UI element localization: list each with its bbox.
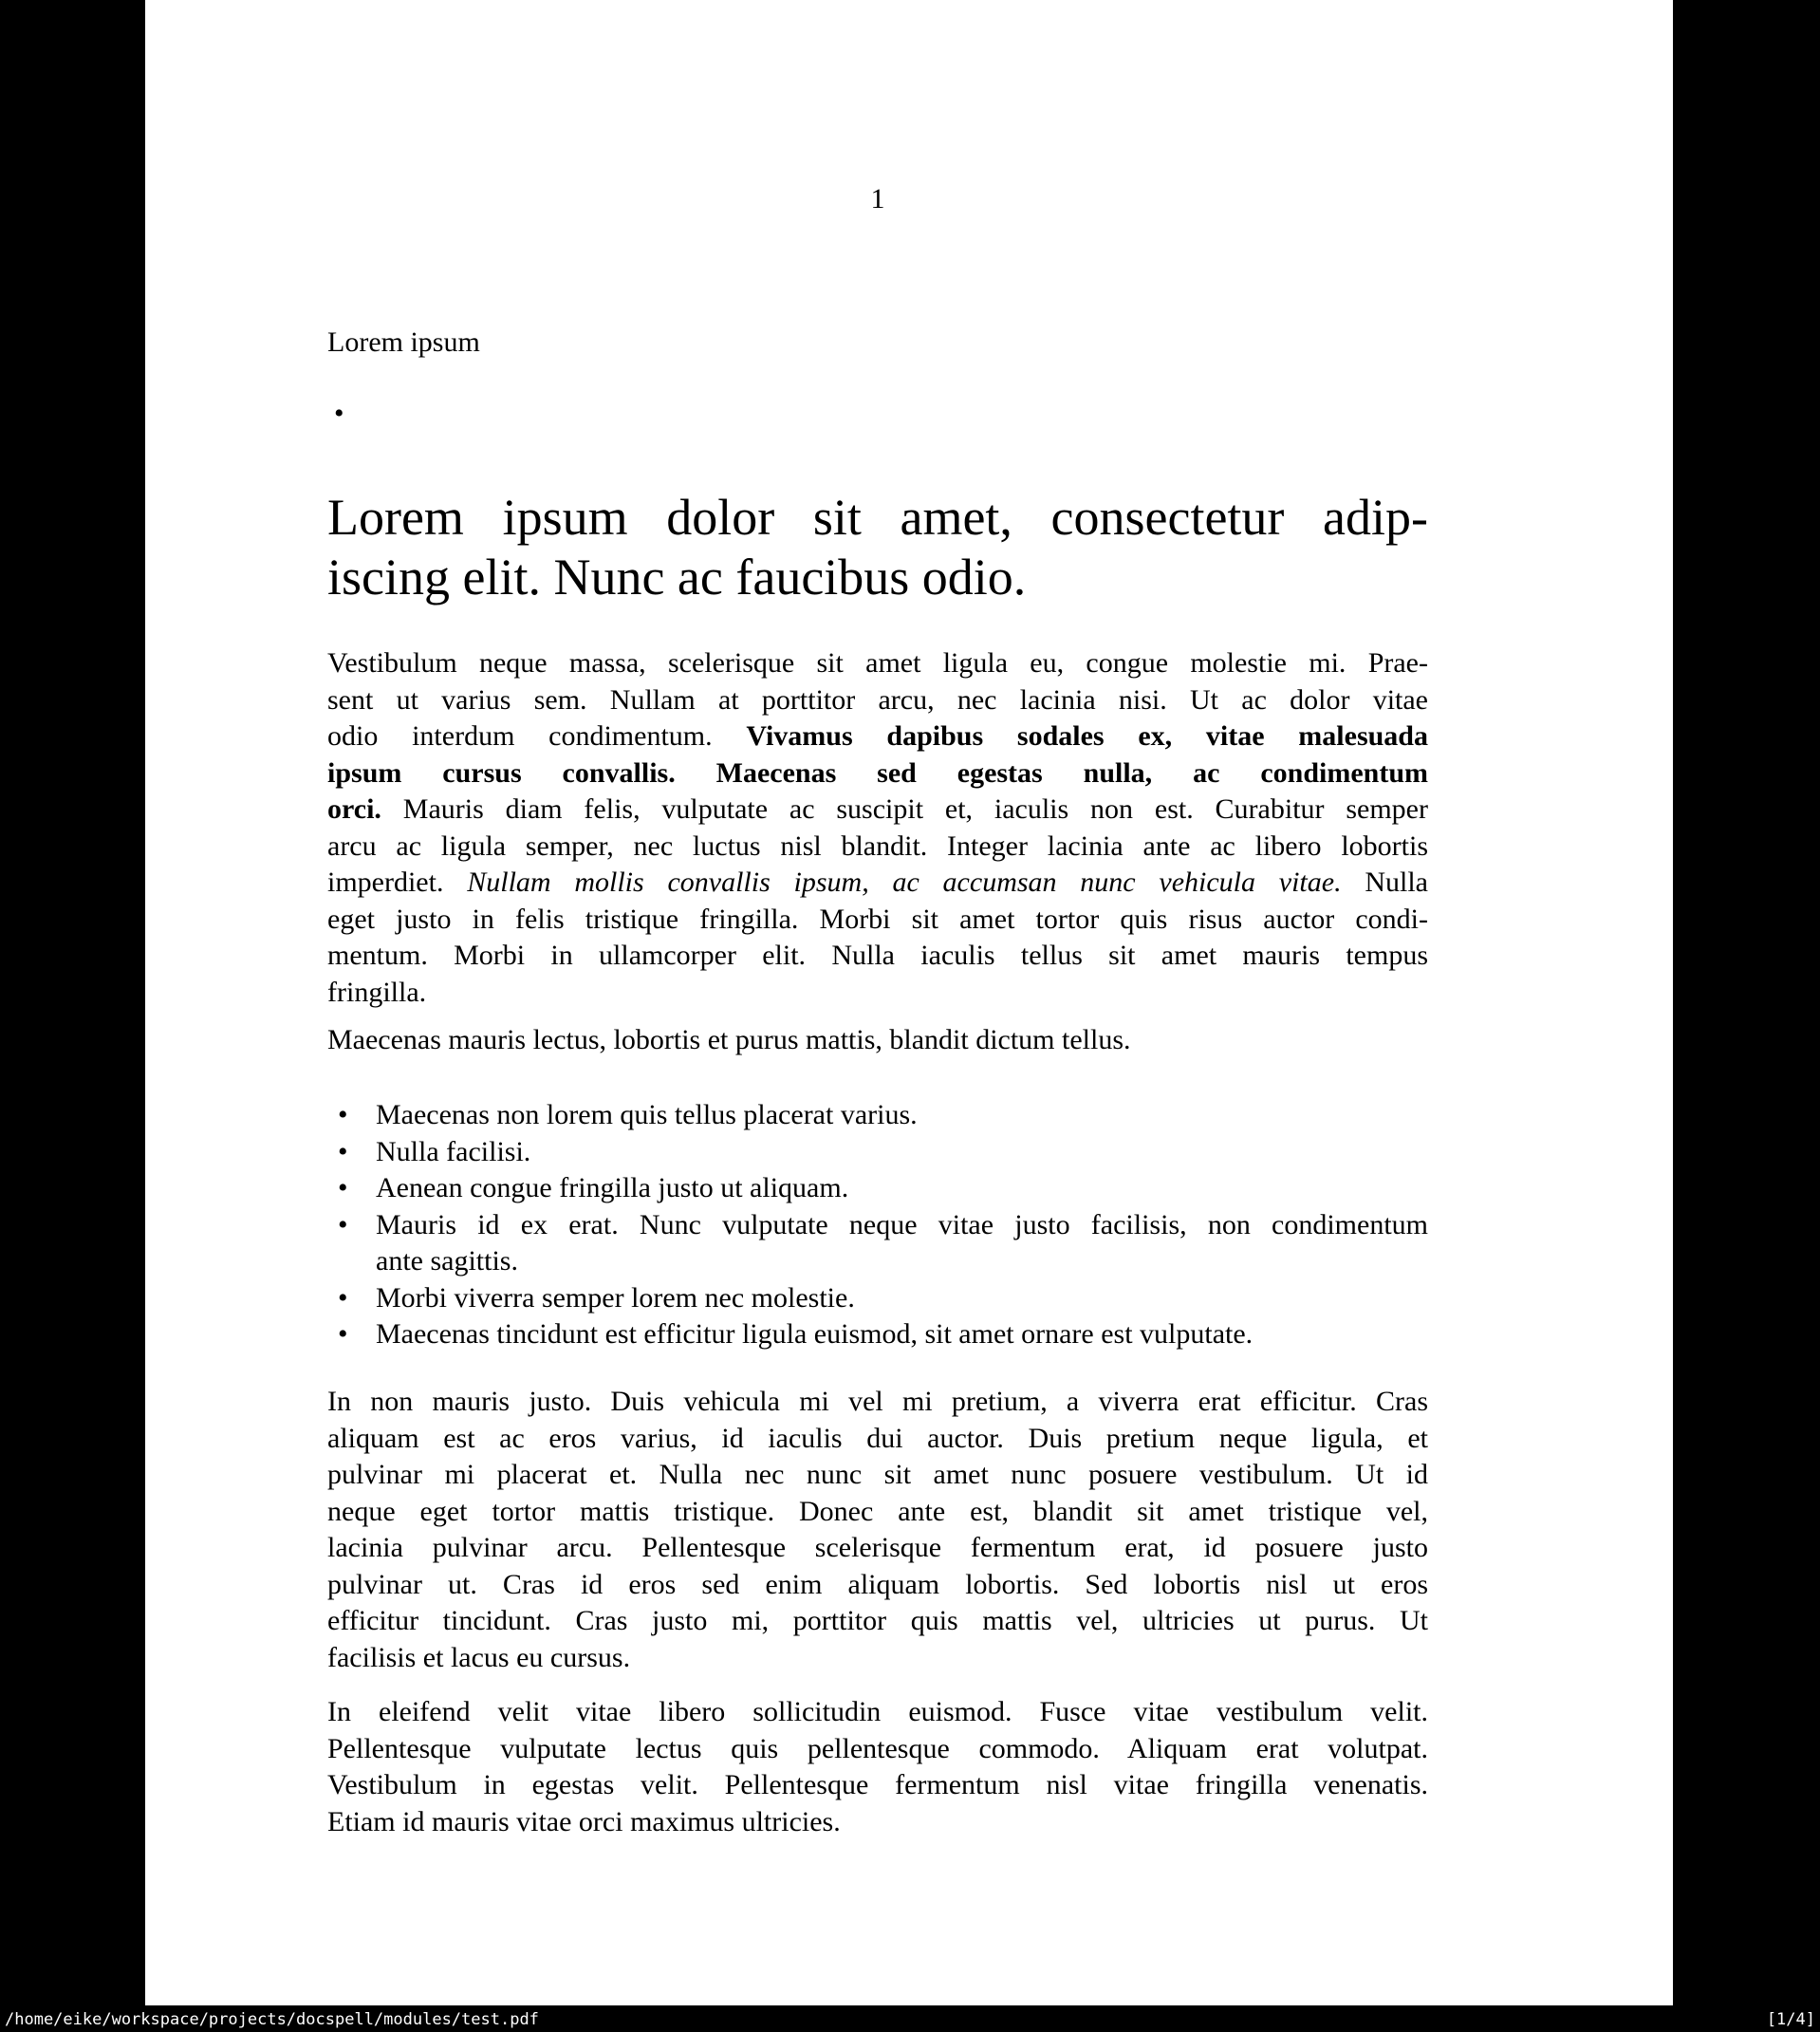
- body-paragraph-2: [327, 1022, 1428, 1059]
- text-line: ipsum cursus convallis. Maecenas sed egestas nulla, ac condimentum: [327, 756, 1428, 789]
- text-line: facilisis et lacus eu cursus.: [327, 1641, 631, 1673]
- list-item: [327, 1097, 1428, 1134]
- status-bar: [0, 2007, 1820, 2032]
- text-line: Pellentesque vulputate lectus quis pellentesque commodo. Aliquam erat volutpat.: [327, 1732, 1428, 1764]
- list-item: [327, 1280, 1428, 1317]
- text-line: Lorem ipsum dolor sit amet, consectetur adip-: [327, 489, 1428, 546]
- bullet-icon: •: [338, 1208, 348, 1240]
- text-line: In eleifend velit vitae libero sollicitudin euismod. Fusce vitae vestibulum velit.: [327, 1696, 1428, 1727]
- text-line: Maecenas non lorem quis tellus placerat varius.: [376, 1099, 918, 1130]
- text-line: Nulla facilisi.: [376, 1135, 531, 1167]
- bullet-icon: •: [338, 1318, 348, 1350]
- pdf-page[interactable]: [145, 0, 1673, 2005]
- bullet-icon: •: [338, 1135, 348, 1167]
- text-line: Maecenas mauris lectus, lobortis et purus mattis, blandit dictum tellus.: [327, 1024, 1131, 1055]
- text-line: pulvinar mi placerat et. Nulla nec nunc sit amet nunc posuere vestibulum. Ut id: [327, 1459, 1428, 1490]
- text-line: Morbi viverra semper lorem nec molestie.: [376, 1281, 855, 1314]
- text-line: lacinia pulvinar arcu. Pellentesque scelerisque fermentum erat, id posuere justo: [327, 1532, 1428, 1563]
- text-line: iscing elit. Nunc ac faucibus odio.: [327, 549, 1027, 606]
- bullet-icon: •: [338, 1099, 348, 1130]
- bullet-icon: •: [334, 398, 344, 429]
- text-line: eget justo in felis tristique fringilla. Morbi sit amet tortor quis risus auctor condi-: [327, 903, 1428, 935]
- page-number: 1: [870, 183, 885, 214]
- text-line: Aenean congue fringilla justo ut aliquam.: [376, 1172, 849, 1203]
- bullet-icon: •: [338, 1172, 348, 1203]
- text-line: sent ut varius sem. Nullam at porttitor arcu, nec lacinia nisi. Ut ac dolor vitae: [327, 683, 1428, 716]
- text-line: odio interdum condimentum. Vivamus dapibus sodales ex, vitae malesuada: [327, 720, 1428, 752]
- text-line: imperdiet. Nullam mollis convallis ipsum, ac accumsan nunc vehicula vitae. Nulla: [327, 867, 1428, 898]
- text-line: orci. Mauris diam felis, vulputate ac suscipit et, iaculis non est. Curabitur semper: [327, 793, 1428, 825]
- text-line: pulvinar ut. Cras id eros sed enim aliquam lobortis. Sed lobortis nisl ut eros: [327, 1568, 1428, 1600]
- text-line: aliquam est ac eros varius, id iaculis dui auctor. Duis pretium neque ligula, et: [327, 1422, 1428, 1454]
- text-line: efficitur tincidunt. Cras justo mi, porttitor quis mattis vel, ultricies ut purus. Ut: [327, 1605, 1428, 1636]
- body-paragraph-3: [327, 1384, 1428, 1676]
- bullet-icon: •: [338, 1281, 348, 1314]
- list-item: [327, 1207, 1428, 1280]
- body-paragraph-1: [327, 645, 1428, 1011]
- page-indicator: [1/4]: [1766, 2010, 1815, 2029]
- text-line: In non mauris justo. Duis vehicula mi vel mi pretium, a viverra erat efficitur. Cras: [327, 1386, 1428, 1417]
- text-line: mentum. Morbi in ullamcorper elit. Nulla iaculis tellus sit amet mauris tempus: [327, 940, 1428, 971]
- text-line: Maecenas tincidunt est efficitur ligula euismod, sit amet ornare est vulputate.: [376, 1318, 1254, 1350]
- intro-label: Lorem ipsum: [327, 326, 480, 358]
- text-line: neque eget tortor mattis tristique. Donec ante est, blandit sit amet tristique vel,: [327, 1495, 1428, 1527]
- text-line: ante sagittis.: [376, 1245, 518, 1277]
- text-line: Etiam id mauris vitae orci maximus ultricies.: [327, 1805, 841, 1837]
- text-line: Vestibulum neque massa, scelerisque sit amet ligula eu, congue molestie mi. Prae-: [327, 647, 1428, 679]
- bullet-list: [327, 1097, 1428, 1353]
- text-line: Vestibulum in egestas velit. Pellentesque fermentum nisl vitae fringilla venenatis.: [327, 1769, 1428, 1800]
- text-line: Mauris id ex erat. Nunc vulputate neque vitae justo facilisis, non condimentum: [376, 1208, 1428, 1240]
- list-item: [327, 1134, 1428, 1171]
- text-line: fringilla.: [327, 976, 427, 1008]
- document-title: [327, 488, 1428, 607]
- body-paragraph-4: [327, 1694, 1428, 1840]
- list-item: [327, 1170, 1428, 1207]
- file-path: /home/eike/workspace/projects/docspell/modules/test.pdf: [5, 2010, 539, 2029]
- list-item: [327, 1316, 1428, 1353]
- text-line: arcu ac ligula semper, nec luctus nisl blandit. Integer lacinia ante ac libero lobortis: [327, 830, 1428, 862]
